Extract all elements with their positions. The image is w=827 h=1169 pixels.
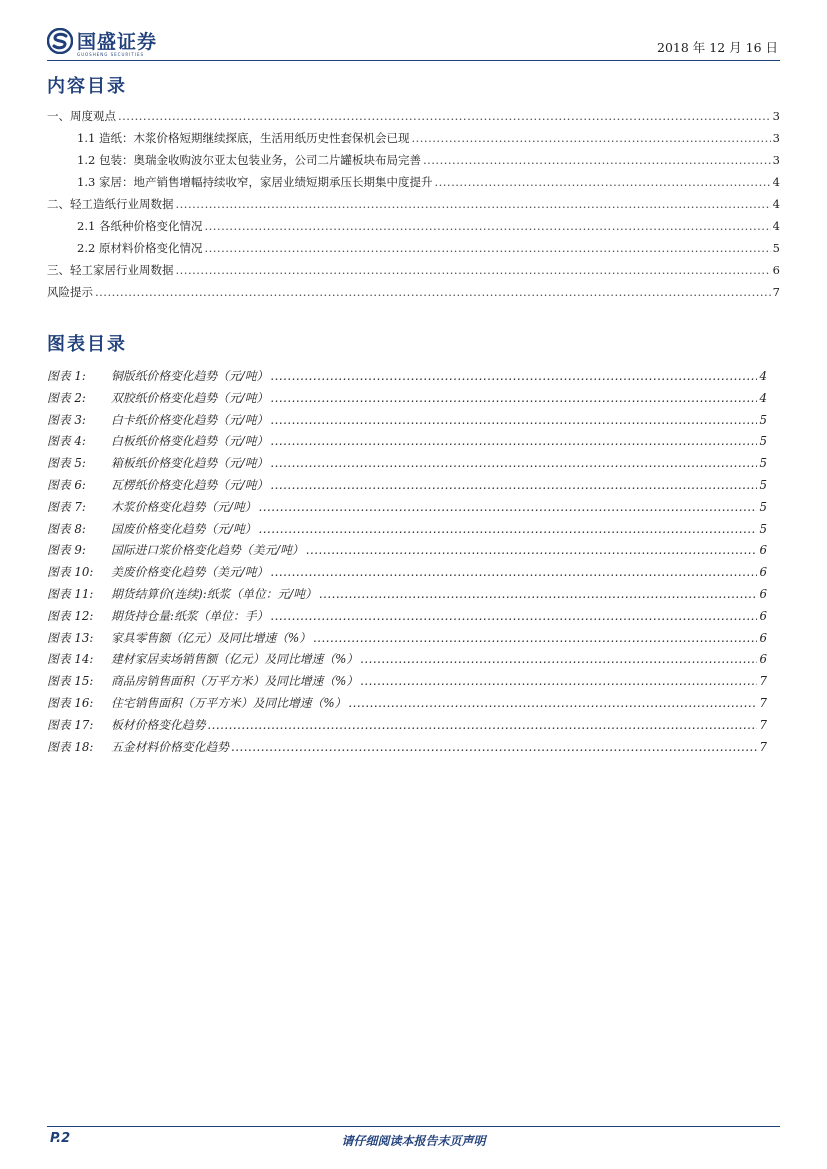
toc-entry[interactable] bbox=[47, 193, 780, 215]
toc-entry-text: 1.1 造纸：木浆价格短期继续探底，生活用纸历史性套保机会已现 bbox=[77, 131, 410, 145]
dot-leader bbox=[231, 737, 758, 759]
toc-entry-page: 3 bbox=[772, 153, 780, 167]
figure-page: 7 bbox=[759, 717, 767, 732]
dot-leader bbox=[411, 127, 770, 149]
dot-leader bbox=[259, 519, 758, 541]
toc-entry-text: 三、轻工家居行业周数据 bbox=[47, 263, 174, 277]
figure-page: 5 bbox=[759, 499, 767, 514]
dot-leader bbox=[207, 715, 757, 737]
figure-entry[interactable] bbox=[47, 693, 767, 715]
toc-entry[interactable] bbox=[47, 127, 780, 149]
figure-entry[interactable] bbox=[47, 584, 767, 606]
toc-entry[interactable] bbox=[47, 259, 780, 281]
dot-leader bbox=[176, 259, 771, 281]
dot-leader bbox=[306, 540, 758, 562]
figure-title: 五金材料价格变化趋势 bbox=[111, 739, 229, 754]
dot-leader bbox=[434, 171, 770, 193]
figure-title: 瓦楞纸价格变化趋势（元/吨） bbox=[111, 477, 269, 492]
figure-title: 板材价格变化趋势 bbox=[111, 717, 206, 732]
toc-entry-page: 5 bbox=[772, 241, 780, 255]
figure-page: 4 bbox=[759, 390, 767, 405]
figure-page: 5 bbox=[759, 521, 767, 536]
dot-leader bbox=[118, 105, 771, 127]
toc-entry-page: 4 bbox=[772, 219, 780, 233]
toc-entry-page: 4 bbox=[772, 197, 780, 211]
toc-entry[interactable] bbox=[47, 281, 780, 303]
figure-page: 7 bbox=[759, 695, 767, 710]
figure-entry[interactable] bbox=[47, 497, 767, 519]
report-date: 2018 年 12 月 16 日 bbox=[657, 40, 778, 55]
figure-title: 商品房销售面积（万平方米）及同比增速（%） bbox=[111, 674, 359, 689]
dot-leader bbox=[270, 606, 757, 628]
page-number: P.2 bbox=[50, 1131, 71, 1146]
figure-page: 7 bbox=[759, 674, 767, 689]
figure-entry[interactable] bbox=[47, 649, 767, 671]
figure-entry[interactable] bbox=[47, 540, 767, 562]
figure-title: 国际进口浆价格变化趋势（美元/吨） bbox=[111, 543, 304, 558]
figure-entry[interactable] bbox=[47, 737, 767, 759]
figure-entry[interactable] bbox=[47, 410, 767, 432]
dot-leader bbox=[204, 237, 770, 259]
figure-title: 箱板纸价格变化趋势（元/吨） bbox=[111, 456, 269, 471]
figure-page: 5 bbox=[759, 412, 767, 427]
figure-number: 图表 10: bbox=[47, 565, 94, 580]
figure-number: 图表 2: bbox=[47, 390, 86, 405]
figure-page: 6 bbox=[759, 565, 767, 580]
figure-title: 国废价格变化趋势（元/吨） bbox=[111, 521, 257, 536]
company-logo bbox=[47, 26, 187, 56]
dot-leader bbox=[319, 584, 758, 606]
figure-page: 5 bbox=[759, 477, 767, 492]
toc-entry-text: 2.1 各纸种价格变化情况 bbox=[77, 219, 203, 233]
dot-leader bbox=[259, 497, 758, 519]
dot-leader bbox=[360, 649, 757, 671]
figure-number: 图表 5: bbox=[47, 456, 86, 471]
figure-title: 住宅销售面积（万平方米）及同比增速（%） bbox=[111, 695, 347, 710]
logo-emblem-icon bbox=[47, 28, 73, 54]
figure-page: 6 bbox=[759, 630, 767, 645]
figure-entry[interactable] bbox=[47, 606, 767, 628]
figure-entry[interactable] bbox=[47, 453, 767, 475]
dot-leader bbox=[270, 475, 757, 497]
toc-entry[interactable] bbox=[47, 149, 780, 171]
disclaimer-note: 请仔细阅读本报告末页声明 bbox=[341, 1134, 486, 1148]
figure-title: 美废价格变化趋势（美元/吨） bbox=[111, 565, 269, 580]
figures-title: 图表目录 bbox=[47, 334, 127, 355]
figure-page: 5 bbox=[759, 434, 767, 449]
dot-leader bbox=[95, 281, 771, 303]
figure-title: 白板纸价格变化趋势（元/吨） bbox=[111, 434, 269, 449]
figure-entry[interactable] bbox=[47, 475, 767, 497]
figure-number: 图表 9: bbox=[47, 543, 86, 558]
toc-entry-text: 风险提示 bbox=[47, 285, 93, 299]
toc-entry[interactable] bbox=[47, 171, 780, 193]
toc-entry-page: 6 bbox=[772, 263, 780, 277]
figures-list bbox=[47, 366, 767, 758]
figure-number: 图表 13: bbox=[47, 630, 94, 645]
figure-title: 期货结算价(连续):纸浆（单位：元/吨） bbox=[111, 586, 317, 601]
figure-title: 白卡纸价格变化趋势（元/吨） bbox=[111, 412, 269, 427]
toc-entry-text: 1.3 家居：地产销售增幅持续收窄，家居业绩短期承压长期集中度提升 bbox=[77, 175, 433, 189]
figure-page: 4 bbox=[759, 369, 767, 383]
toc-entry[interactable] bbox=[47, 215, 780, 237]
dot-leader bbox=[423, 149, 771, 171]
figure-title: 家具零售额（亿元）及同比增速（%） bbox=[111, 630, 311, 645]
dot-leader bbox=[313, 628, 758, 650]
toc-entry-text: 1.2 包装：奥瑞金收购波尔亚太包装业务，公司二片罐板块布局完善 bbox=[77, 153, 421, 167]
figure-entry[interactable] bbox=[47, 562, 767, 584]
dot-leader bbox=[270, 410, 757, 432]
figure-number: 图表 18: bbox=[47, 739, 94, 754]
toc-entry-page: 3 bbox=[772, 109, 780, 123]
dot-leader bbox=[360, 671, 757, 693]
toc-entry-page: 4 bbox=[772, 175, 780, 189]
dot-leader bbox=[204, 215, 770, 237]
figure-title: 期货持仓量:纸浆（单位：手） bbox=[111, 608, 269, 623]
logo-subtitle: GUOSHENG SECURITIES bbox=[77, 52, 145, 57]
figure-number: 图表 16: bbox=[47, 695, 94, 710]
figure-number: 图表 11: bbox=[47, 586, 94, 601]
figure-page: 6 bbox=[759, 652, 767, 667]
toc-entry-text: 2.2 原材料价格变化情况 bbox=[77, 241, 203, 255]
figure-entry[interactable] bbox=[47, 628, 767, 650]
toc-entry-text: 一、周度观点 bbox=[47, 109, 116, 123]
figure-number: 图表 8: bbox=[47, 521, 86, 536]
dot-leader bbox=[270, 431, 757, 453]
toc-entry[interactable] bbox=[47, 105, 780, 127]
figure-title: 铜版纸价格变化趋势（元/吨） bbox=[111, 369, 269, 383]
figure-entry[interactable] bbox=[47, 671, 767, 693]
figure-entry[interactable] bbox=[47, 388, 767, 410]
figure-number: 图表 15: bbox=[47, 674, 94, 689]
figure-number: 图表 6: bbox=[47, 477, 86, 492]
figure-number: 图表 14: bbox=[47, 652, 94, 667]
figure-entry[interactable] bbox=[47, 366, 767, 388]
footer-divider bbox=[47, 1126, 780, 1127]
dot-leader bbox=[270, 562, 757, 584]
figure-number: 图表 7: bbox=[47, 499, 86, 514]
toc-entry-text: 二、轻工造纸行业周数据 bbox=[47, 197, 174, 211]
figure-entry[interactable] bbox=[47, 715, 767, 737]
figure-title: 建材家居卖场销售额（亿元）及同比增速（%） bbox=[111, 652, 359, 667]
figure-title: 木浆价格变化趋势（元/吨） bbox=[111, 499, 257, 514]
figure-number: 图表 1: bbox=[47, 369, 86, 383]
figure-page: 6 bbox=[759, 586, 767, 601]
figure-page: 6 bbox=[759, 543, 767, 558]
page-header bbox=[47, 26, 780, 60]
figure-entry[interactable] bbox=[47, 431, 767, 453]
dot-leader bbox=[270, 453, 757, 475]
figure-page: 6 bbox=[759, 608, 767, 623]
dot-leader bbox=[176, 193, 771, 215]
contents-list bbox=[47, 105, 780, 303]
figure-page: 7 bbox=[759, 739, 767, 754]
logo-name: 国盛证券 bbox=[77, 31, 158, 53]
figure-entry[interactable] bbox=[47, 519, 767, 541]
dot-leader bbox=[348, 693, 757, 715]
toc-entry-page: 3 bbox=[772, 131, 780, 145]
toc-entry[interactable] bbox=[47, 237, 780, 259]
figure-number: 图表 3: bbox=[47, 412, 86, 427]
figure-number: 图表 4: bbox=[47, 434, 86, 449]
figure-number: 图表 12: bbox=[47, 608, 94, 623]
figure-page: 5 bbox=[759, 456, 767, 471]
toc-entry-page: 7 bbox=[772, 285, 780, 299]
figure-number: 图表 17: bbox=[47, 717, 94, 732]
contents-title: 内容目录 bbox=[47, 76, 127, 97]
header-divider bbox=[47, 60, 780, 61]
dot-leader bbox=[270, 366, 757, 388]
figure-title: 双胶纸价格变化趋势（元/吨） bbox=[111, 390, 269, 405]
dot-leader bbox=[270, 388, 757, 410]
